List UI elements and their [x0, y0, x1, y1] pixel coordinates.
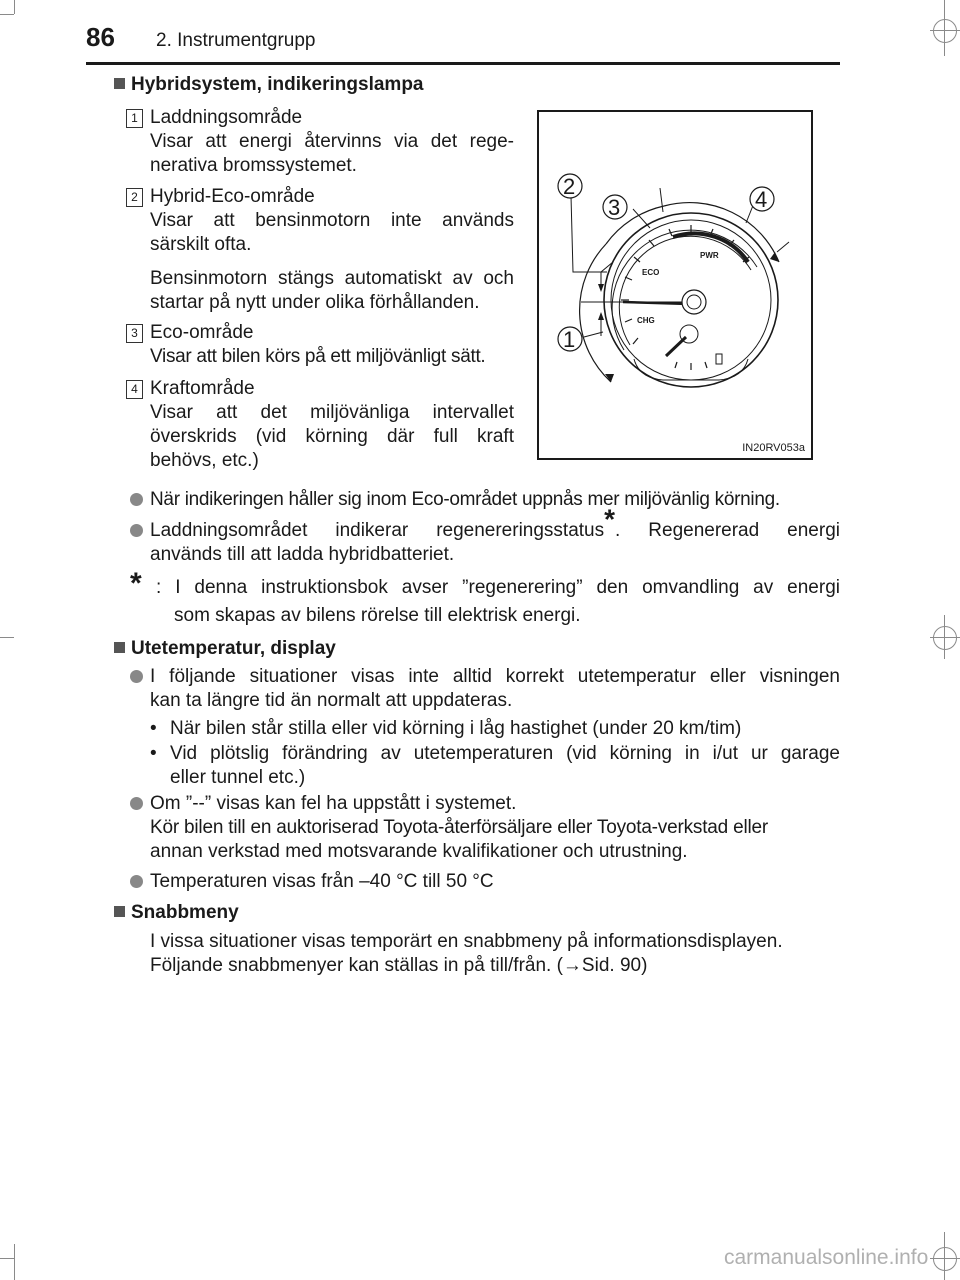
item-line: behövs, etc.): [150, 450, 259, 471]
number-box: 4: [126, 380, 143, 399]
header-rule: [86, 62, 840, 65]
chapter-title: 2. Instrumentgrupp: [156, 30, 316, 51]
figure-code: IN20RV053a: [742, 442, 805, 454]
crop-circle: [933, 1247, 957, 1271]
bullet-temp-range: [130, 870, 840, 894]
bullet-dot-icon: [130, 875, 143, 888]
section-title: Hybridsystem, indikeringslampa: [131, 74, 424, 95]
note-text: I följande situationer visas inte alltid korrekt utetemperatur eller visningen: [150, 666, 840, 687]
note-text: Följande snabbmenyer kan ställas in på till/från. (→Sid. 90): [150, 955, 648, 976]
note-text: När indikeringen håller sig inom Eco-området uppnås mer miljövänlig körning.: [150, 489, 780, 510]
callout-2: 2: [563, 174, 576, 199]
item-name: Eco-område: [150, 322, 254, 343]
dash-mark: •: [150, 718, 157, 739]
section-title: Snabbmeny: [131, 902, 239, 923]
eco-label: ECO: [642, 268, 660, 277]
note-text: Laddningsområdet indikerar regenereringsstatus: [150, 520, 605, 541]
item-name: Hybrid-Eco-område: [150, 186, 315, 207]
crop-mark: [14, 0, 15, 14]
numbered-item-1: [126, 106, 514, 178]
item-name: Kraftområde: [150, 378, 255, 399]
bullet-charge-note: [130, 503, 840, 567]
number-box: 2: [126, 188, 143, 207]
quick-menu-text: [130, 930, 840, 978]
note-text: annan verkstad med motsvarande kvalifikationer och utrustning.: [150, 841, 688, 862]
crop-circle: [933, 19, 957, 43]
item-line: Visar att bensinmotorn inte används: [150, 210, 514, 231]
section-heading-quick-menu: [114, 902, 239, 924]
numbered-item-2: [126, 185, 514, 315]
note-text: Kör bilen till en auktoriserad Toyota-återförsäljare eller Toyota-verkstad eller: [150, 817, 768, 838]
hybrid-indicator-figure: [537, 110, 813, 460]
item-extra: Bensinmotorn stängs automatiskt av och startar på nytt under olika förhållanden.: [150, 268, 514, 313]
item-line: nerativa bromssystemet.: [150, 155, 357, 176]
callout-1: 1: [563, 327, 576, 352]
crop-mark: [14, 1244, 15, 1280]
square-bullet-icon: [114, 642, 125, 653]
note-text: När bilen står stilla eller vid körning i låg hastighet (under 20 km/tim): [170, 718, 742, 739]
square-bullet-icon: [114, 78, 125, 89]
page-number: 86: [86, 22, 115, 52]
watermark: carmanualsonline.info: [724, 1246, 929, 1269]
note-text: Om ”--” visas kan fel ha uppstått i systemet.: [150, 793, 517, 814]
item-line: överskrids (vid körning där full kraft: [150, 426, 514, 447]
bullet-dot-icon: [130, 670, 143, 683]
item-line: särskilt ofta.: [150, 234, 252, 255]
crop-mark: [0, 14, 14, 15]
number-box: 1: [126, 109, 143, 128]
bullet-temp-intro: [130, 665, 840, 713]
section-heading-hybrid: [114, 74, 424, 96]
item-line: Visar att bilen körs på ett miljövänligt sätt.: [150, 346, 486, 367]
note-text: Vid plötslig förändring av utetemperaturen (vid körning in i/ut ur garage: [170, 743, 840, 764]
crop-mark: [0, 1258, 14, 1259]
number-box: 3: [126, 324, 143, 343]
dash-mark: •: [150, 743, 157, 764]
bullet-eco-note: [130, 488, 840, 512]
square-bullet-icon: [114, 906, 125, 917]
note-line: [150, 503, 840, 543]
pwr-label: PWR: [700, 251, 719, 260]
item-line: Visar att energi återvinns via det rege-: [150, 131, 514, 152]
bullet-dot-icon: [130, 493, 143, 506]
footnote: [130, 567, 840, 630]
note-text: Temperaturen visas från –40 °C till 50 °C: [150, 871, 494, 892]
footnote-asterisk: *: [130, 567, 142, 600]
note-text: I vissa situationer visas temporärt en snabbmeny på informationsdisplayen.: [150, 931, 783, 952]
crop-circle: [933, 626, 957, 650]
callout-4: 4: [755, 187, 768, 212]
numbered-item-3: [126, 321, 514, 369]
note-text: . Regenererad energi: [615, 520, 840, 541]
bullet-temp-error: [130, 792, 840, 864]
dash-item-standstill: [150, 717, 840, 741]
section-heading-temperature: [114, 638, 336, 660]
item-line: Visar att det miljövänliga intervallet: [150, 402, 514, 423]
gauge-illustration: [539, 112, 811, 458]
chg-label: CHG: [637, 316, 655, 325]
crop-mark: [0, 637, 14, 638]
section-title: Utetemperatur, display: [131, 638, 336, 659]
bullet-dot-icon: [130, 524, 143, 537]
footnote-text: : I denna instruktionsbok avser ”regenerering” den omvandling av energi: [156, 577, 840, 598]
note-text: kan ta längre tid än normalt att uppdateras.: [150, 690, 513, 711]
footnote-text: som skapas av bilens rörelse till elektrisk energi.: [174, 605, 581, 626]
callout-3: 3: [608, 195, 621, 220]
dash-item-sudden-change: [150, 742, 840, 790]
note-text: används till att ladda hybridbatteriet.: [150, 544, 455, 565]
numbered-item-4: [126, 377, 514, 473]
item-name: Laddningsområde: [150, 107, 303, 128]
note-text: eller tunnel etc.): [170, 767, 306, 788]
bullet-dot-icon: [130, 797, 143, 810]
asterisk-mark: *: [604, 503, 616, 535]
